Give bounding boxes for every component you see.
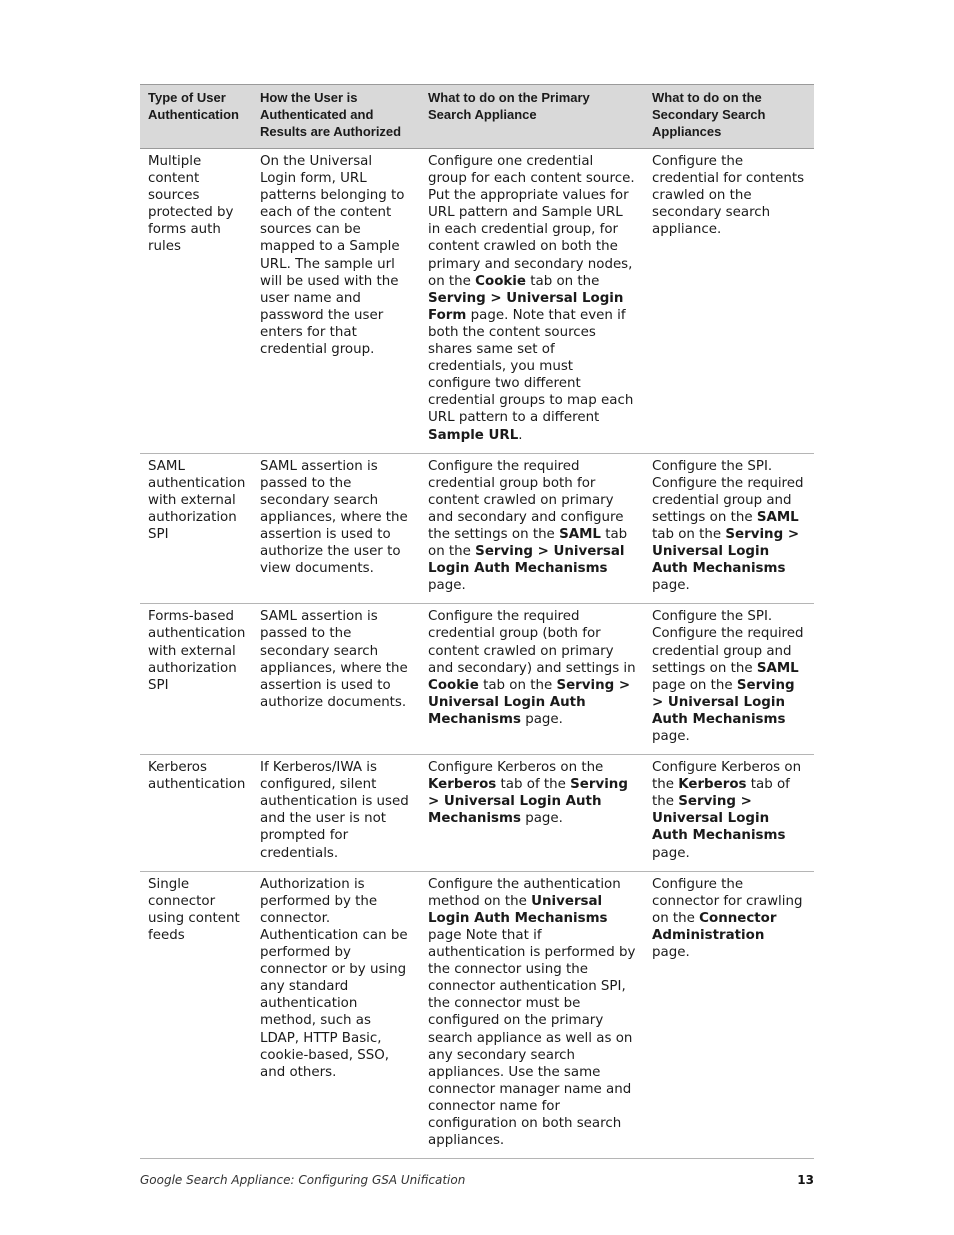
cell-text: If Kerberos/IWA is configured, silent authentication is used and the user is not prompted for credentials.: [260, 760, 409, 861]
cell-text: On the Universal Login form, URL patterns belonging to each of the content sources can be mapped to a Sample URL. The sample url will be used with the user name and password the user enters for that credential group.: [260, 154, 405, 358]
cell-authentication-type: [140, 871, 252, 1159]
bold-ui-reference: Serving > Universal Login Auth Mechanisms: [428, 677, 631, 727]
cell-text: Configure the required credential group both for content crawled on primary and secondary and configure the settings on the: [428, 458, 624, 542]
bold-ui-reference: Connector Administration: [652, 910, 777, 943]
cell-text: tab on the: [525, 273, 600, 289]
cell-text: .: [518, 427, 523, 443]
cell-secondary-appliance-steps: [644, 755, 814, 872]
authentication-table: [140, 84, 814, 1159]
cell-primary-appliance-steps: [420, 604, 644, 755]
cell-authentication-description: [252, 871, 420, 1159]
cell-text: page on the: [652, 677, 737, 693]
bold-ui-reference: SAML: [756, 509, 799, 525]
cell-text: tab on the: [428, 526, 628, 560]
cell-text: page. Note that even if both the content sources shares same set of credentials, you must configure two different credential groups to map each URL pattern to a different: [428, 307, 634, 426]
cell-text: tab on the: [652, 526, 726, 542]
cell-text: tab of the: [652, 777, 790, 810]
bold-ui-reference: SAML: [559, 526, 601, 542]
bold-ui-reference: Serving > Universal Login Auth Mechanisms: [652, 677, 795, 727]
cell-text: page.: [520, 811, 563, 827]
cell-primary-appliance-steps: [420, 149, 644, 454]
cell-text: page.: [428, 578, 466, 594]
bold-ui-reference: Serving > Universal Login Form: [428, 290, 624, 323]
footer-page-number: 13: [797, 1173, 814, 1187]
cell-text: page.: [652, 729, 690, 744]
cell-text: SAML assertion is passed to the secondary search appliances, where the assertion is used to authorize documents.: [260, 609, 408, 710]
bold-ui-reference: Sample URL: [428, 427, 519, 443]
cell-text: tab on the: [478, 677, 557, 693]
cell-text: Configure the connector for crawling on the: [652, 876, 803, 926]
cell-authentication-type: [140, 755, 252, 872]
bold-ui-reference: Kerberos: [428, 777, 497, 793]
cell-secondary-appliance-steps: [644, 604, 814, 755]
table-row: [140, 871, 814, 1159]
bold-ui-reference: SAML: [756, 660, 799, 676]
cell-text: Configure Kerberos on the: [652, 760, 802, 793]
table-row: [140, 604, 814, 755]
cell-authentication-description: [252, 453, 420, 604]
header-type-of-user-authentication: Type of User Authentication: [140, 85, 252, 149]
cell-primary-appliance-steps: [420, 755, 644, 872]
cell-authentication-type: [140, 604, 252, 755]
cell-text: page.: [652, 845, 690, 861]
header-primary-search-appliance: What to do on the Primary Search Appliance: [420, 85, 644, 149]
footer-document-title: Google Search Appliance: Configuring GSA Unification: [140, 1173, 466, 1187]
cell-secondary-appliance-steps: [644, 149, 814, 454]
cell-text: SAML assertion is passed to the secondary search appliances, where the assertion is used to authorize the user to view documents.: [260, 458, 408, 577]
bold-ui-reference: Serving > Universal Login Auth Mechanisms: [652, 526, 800, 577]
header-how-user-is-authenticated: How the User is Authenticated and Results are Authorized: [252, 85, 420, 149]
bold-ui-reference: Serving > Universal Login Auth Mechanisms: [652, 794, 786, 844]
bold-ui-reference: Serving > Universal Login Auth Mechanisms: [428, 544, 625, 577]
cell-secondary-appliance-steps: [644, 871, 814, 1159]
cell-text: Authorization is performed by the connector. Authentication can be performed by connector or by using any standard authentication method, such as LDAP, HTTP Basic, cookie-based, SSO, and others.: [260, 876, 408, 1080]
cell-text: Configure the required credential group (both for content crawled on primary and secondary) and settings in: [428, 609, 636, 676]
table-row: [140, 755, 814, 872]
cell-text: Configure the SPI. Configure the required credential group and settings on the: [652, 458, 804, 525]
cell-text: Forms-based authentication with external authorization SPI: [148, 609, 246, 693]
cell-text: Kerberos authentication: [148, 760, 246, 793]
cell-text: Multiple content sources protected by forms auth rules: [148, 154, 234, 255]
table-row: [140, 453, 814, 604]
cell-text: Configure one credential group for each content source. Put the appropriate values for URL pattern and Sample URL in each credential group, for content crawled on both the primary and secondary nodes, on the: [428, 154, 635, 289]
cell-authentication-description: [252, 604, 420, 755]
cell-authentication-description: [252, 149, 420, 454]
cell-text: Configure the credential for contents crawled on the secondary search appliance.: [652, 154, 805, 238]
cell-text: Single connector using content feeds: [148, 876, 240, 943]
cell-authentication-description: [252, 755, 420, 872]
cell-text: Configure Kerberos on the: [428, 760, 604, 776]
cell-text: SAML authentication with external authorization SPI: [148, 458, 246, 542]
header-secondary-search-appliances: What to do on the Secondary Search Appliances: [644, 85, 814, 149]
bold-ui-reference: Universal Login Auth Mechanisms: [428, 893, 608, 926]
cell-authentication-type: [140, 149, 252, 454]
cell-text: page.: [520, 711, 563, 727]
cell-primary-appliance-steps: [420, 871, 644, 1159]
cell-secondary-appliance-steps: [644, 453, 814, 604]
cell-text: Configure the authentication method on the: [428, 876, 621, 909]
table-row: [140, 149, 814, 454]
cell-text: Configure the SPI. Configure the required credential group and settings on the: [652, 609, 804, 676]
bold-ui-reference: Serving > Universal Login Auth Mechanisms: [428, 777, 628, 827]
cell-text: page.: [652, 945, 690, 961]
bold-ui-reference: Cookie: [428, 677, 479, 693]
cell-authentication-type: [140, 453, 252, 604]
cell-text: page.: [652, 578, 690, 594]
cell-text: page Note that if authentication is performed by the connector using the connector authentication SPI, the connector must be configured on the primary search appliance as well as on any secondary search appliances. Use the same connector manager name and connector name for configuration on both search appliances.: [428, 927, 636, 1149]
table-header-row: [140, 85, 814, 149]
bold-ui-reference: Kerberos: [678, 777, 747, 793]
cell-text: tab of the: [496, 777, 571, 793]
bold-ui-reference: Cookie: [475, 273, 526, 289]
cell-primary-appliance-steps: [420, 453, 644, 604]
